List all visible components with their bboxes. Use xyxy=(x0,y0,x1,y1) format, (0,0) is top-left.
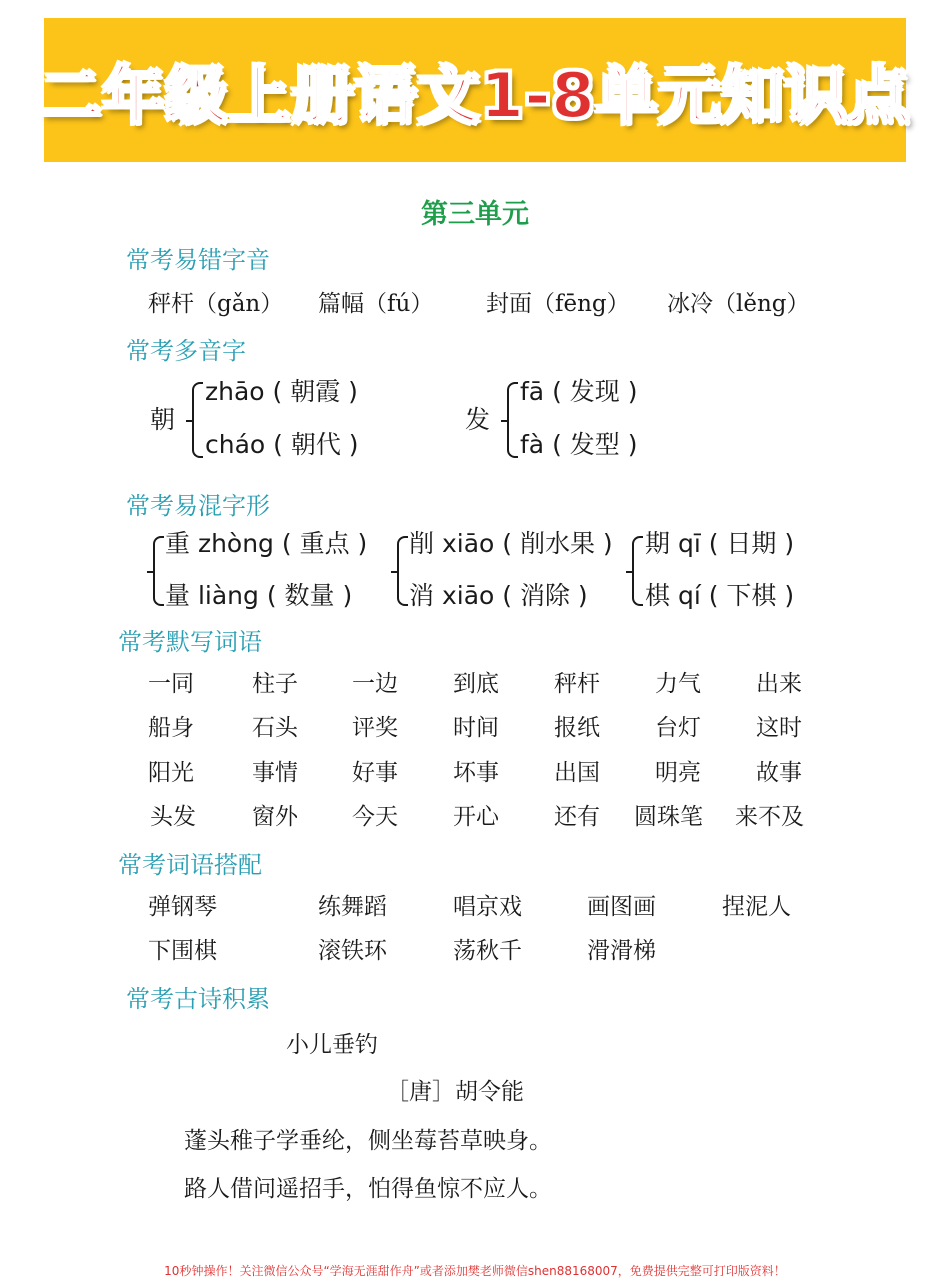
dictation-word: 阳光 xyxy=(148,760,194,786)
collocation-item: 画图画 xyxy=(587,894,656,920)
brace-icon xyxy=(192,382,203,458)
confusable-item: 棋 qí ( 下棋 ) xyxy=(645,581,795,610)
poem-title: 小儿垂钓 xyxy=(286,1032,378,1058)
dictation-word: 好事 xyxy=(352,760,398,786)
dictation-word: 石头 xyxy=(252,715,298,741)
dictation-word: 今天 xyxy=(352,804,398,830)
brace-icon xyxy=(397,536,408,606)
section-heading-poetry: 常考古诗积累 xyxy=(126,985,270,1013)
collocation-item: 弹钢琴 xyxy=(148,894,217,920)
dictation-word: 事情 xyxy=(252,760,298,786)
dictation-word: 力气 xyxy=(655,671,701,697)
collocation-item: 下围棋 xyxy=(148,938,217,964)
page-title: 二年级上册语文1-8单元知识点 xyxy=(39,58,911,132)
collocation-item: 滚铁环 xyxy=(318,938,387,964)
dictation-word: 一同 xyxy=(148,671,194,697)
dictation-word: 圆珠笔 xyxy=(634,804,703,830)
dictation-word: 头发 xyxy=(150,804,196,830)
pinyin-error-item: 篇幅（fú） xyxy=(318,291,434,317)
dictation-word: 一边 xyxy=(352,671,398,697)
confusable-item: 量 liàng ( 数量 ) xyxy=(165,581,353,610)
dictation-word: 出来 xyxy=(756,671,802,697)
dictation-word: 台灯 xyxy=(655,715,701,741)
dictation-word: 坏事 xyxy=(453,760,499,786)
poem-line: 蓬头稚子学垂纶，侧坐莓苔草映身。 xyxy=(184,1128,552,1154)
dictation-word: 到底 xyxy=(453,671,499,697)
dictation-word: 报纸 xyxy=(554,715,600,741)
polyphone-reading: cháo ( 朝代 ) xyxy=(205,430,359,459)
confusable-item: 重 zhòng ( 重点 ) xyxy=(165,529,368,558)
section-heading-confusable: 常考易混字形 xyxy=(126,492,270,520)
dictation-word: 时间 xyxy=(453,715,499,741)
polyphone-reading: fà ( 发型 ) xyxy=(520,430,638,459)
dictation-word: 开心 xyxy=(453,804,499,830)
confusable-item: 削 xiāo ( 削水果 ) xyxy=(409,529,613,558)
polyphone-char: 发 xyxy=(465,405,491,434)
pinyin-error-item: 冰冷（lěng） xyxy=(667,291,810,317)
footer-note: 10秒钟操作！关注微信公众号“学海无涯甜作舟”或者添加樊老师微信shen88168007，免费提供完整可打印版资料！ xyxy=(164,1264,786,1278)
dictation-word: 还有 xyxy=(554,804,600,830)
dictation-word: 出国 xyxy=(554,760,600,786)
collocation-item: 捏泥人 xyxy=(722,894,791,920)
title-banner xyxy=(39,18,911,162)
brace-icon xyxy=(507,382,518,458)
brace-icon xyxy=(153,536,164,606)
unit-title: 第三单元 xyxy=(421,199,529,230)
collocation-item: 练舞蹈 xyxy=(318,894,387,920)
poem-line: 路人借问遥招手，怕得鱼惊不应人。 xyxy=(184,1176,552,1202)
confusable-item: 期 qī ( 日期 ) xyxy=(645,529,795,558)
dictation-word: 柱子 xyxy=(252,671,298,697)
section-heading-dictation: 常考默写词语 xyxy=(118,628,262,656)
dictation-word: 来不及 xyxy=(735,804,804,830)
dictation-word: 评奖 xyxy=(352,715,398,741)
pinyin-error-item: 封面（fēng） xyxy=(486,291,630,317)
dictation-word: 这时 xyxy=(756,715,802,741)
collocation-item: 荡秋千 xyxy=(453,938,522,964)
section-heading-polyphones: 常考多音字 xyxy=(126,337,246,365)
polyphone-char: 朝 xyxy=(150,405,176,434)
poem-author: ［唐］胡令能 xyxy=(386,1079,524,1105)
polyphone-reading: zhāo ( 朝霞 ) xyxy=(205,377,358,406)
collocation-item: 滑滑梯 xyxy=(587,938,656,964)
dictation-word: 秤杆 xyxy=(554,671,600,697)
confusable-item: 消 xiāo ( 消除 ) xyxy=(409,581,588,610)
dictation-word: 故事 xyxy=(756,760,802,786)
dictation-word: 船身 xyxy=(148,715,194,741)
collocation-item: 唱京戏 xyxy=(453,894,522,920)
section-heading-collocations: 常考词语搭配 xyxy=(118,851,262,879)
section-heading-pronunciation: 常考易错字音 xyxy=(126,246,270,274)
brace-icon xyxy=(632,536,643,606)
dictation-word: 窗外 xyxy=(252,804,298,830)
pinyin-error-item: 秤杆（gǎn） xyxy=(148,291,284,317)
polyphone-reading: fā ( 发现 ) xyxy=(520,377,638,406)
dictation-word: 明亮 xyxy=(655,760,701,786)
